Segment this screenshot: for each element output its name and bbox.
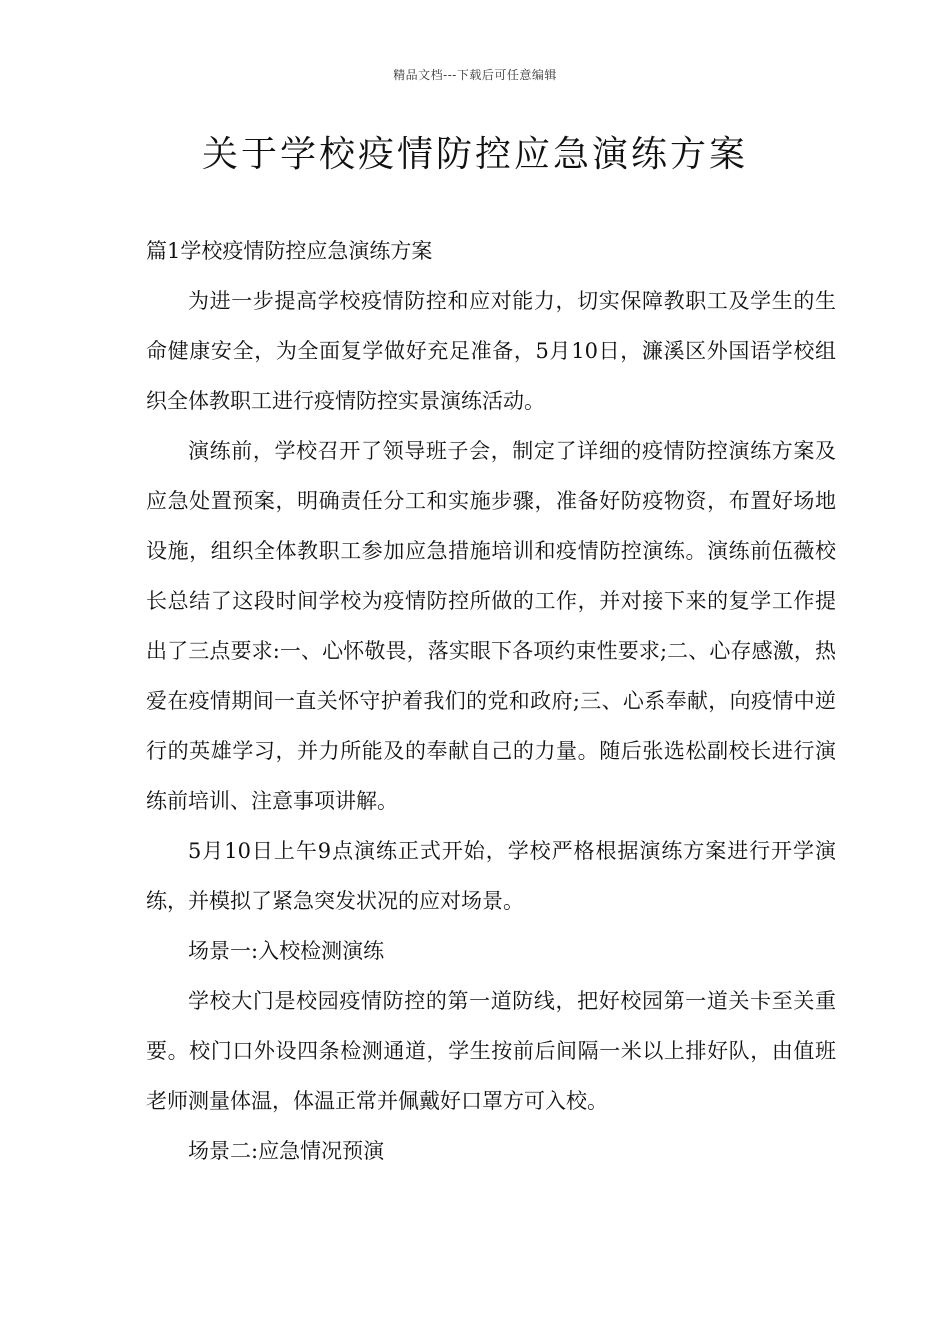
document-title: 关于学校疫情防控应急演练方案 [201,134,748,175]
paragraph-preparation: 演练前，学校召开了领导班子会，制定了详细的疫情防控演练方案及应急处置预案，明确责任分工和实施步骤，准备好防疫物资，布置好场地设施，组织全体教职工参加应急措施培训和疫情防控演练。演练前伍薇校长总结了这段时间学校为疫情防控所做的工作，并对接下来的复学工作提出了三点要求:一、心怀敬畏，落实眼下各项约束性要求;二、心存感激，热爱在疫情期间一直关怀守护着我们的党和政府;三、心系奉献，向疫情中逆行的英雄学习，并力所能及的奉献自己的力量。随后张选松副校长进行演练前培训、注意事项讲解。 [146,439,836,813]
paragraph-drill-start: 5月10日上午9点演练正式开始，学校严格根据演练方案进行开学演练，并模拟了紧急突发状况的应对场景。 [146,839,836,913]
section-heading: 篇1学校疫情防控应急演练方案 [146,239,433,263]
document-body [146,226,836,1176]
scene-two-heading: 场景二:应急情况预演 [188,1139,385,1163]
paragraph-intro: 为进一步提高学校疫情防控和应对能力，切实保障教职工及学生的生命健康安全，为全面复学做好充足准备，5月10日，濂溪区外国语学校组织全体教职工进行疫情防控实景演练活动。 [146,289,836,413]
scene-one-heading: 场景一:入校检测演练 [188,939,385,963]
paragraph-scene-one: 学校大门是校园疫情防控的第一道防线，把好校园第一道关卡至关重要。校门口外设四条检测通道，学生按前后间隔一米以上排好队，由值班老师测量体温，体温正常并佩戴好口罩方可入校。 [146,989,836,1113]
header-note: 精品文档---下载后可任意编辑 [393,68,557,82]
